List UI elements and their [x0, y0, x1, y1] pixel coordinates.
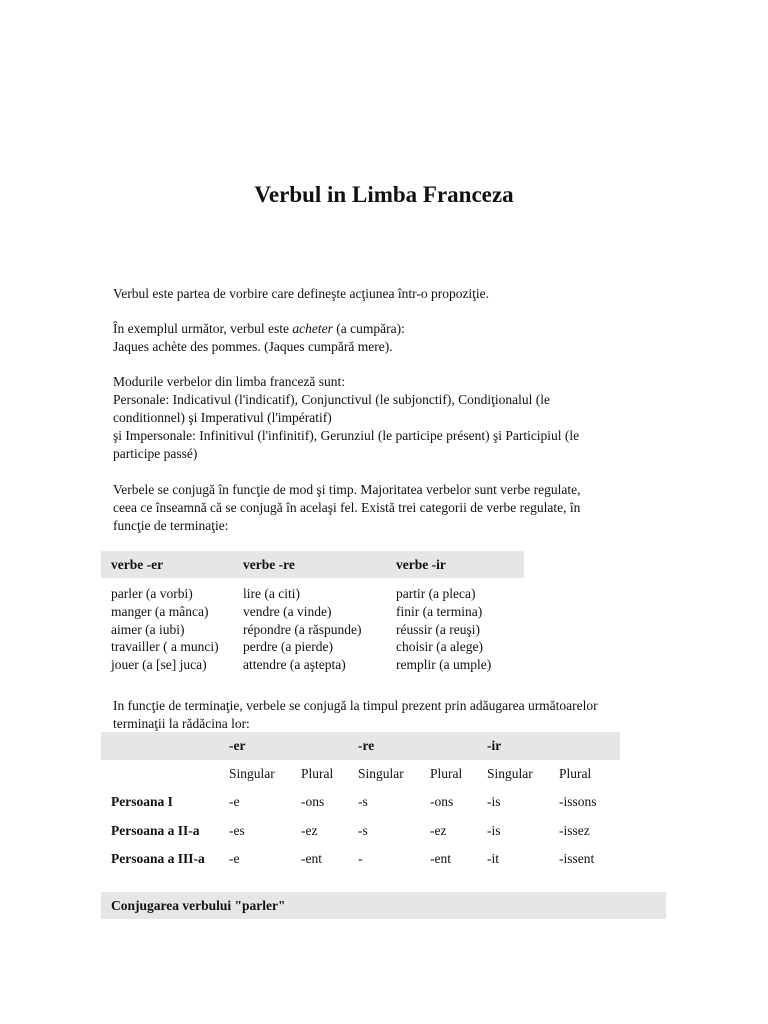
group-header-er: -er — [229, 738, 246, 753]
moods-line-1: Modurile verbelor din limba franceză sunt: — [113, 374, 346, 389]
table-row — [101, 817, 620, 846]
column-ir — [386, 585, 524, 674]
list-item: partir (a pleca) — [396, 586, 476, 601]
list-item: vendre (a vinde) — [243, 603, 332, 619]
conjugation-line-2: ceea ce înseamnă că se conjugă în acelaşi fel. Există trei categorii de verbe regulate, în — [113, 500, 581, 515]
table-cell: -issez — [559, 822, 590, 838]
header-verbe-re: verbe -re — [243, 556, 295, 572]
intro-paragraph-example — [113, 320, 653, 356]
table-cell: -e — [229, 851, 240, 867]
moods-line-4: şi Impersonale: Infinitivul (l'infinitif), Gerunziul (le participe présent) şi Participiul (le — [113, 428, 580, 443]
table-row — [101, 788, 620, 817]
list-item: travailler ( a munci) — [111, 639, 219, 655]
table-cell: - — [358, 851, 363, 867]
table-cell: -ons — [430, 794, 454, 810]
endings-group-header — [101, 732, 620, 760]
table-cell: -s — [358, 822, 368, 838]
list-item: parler (a vorbi) — [111, 586, 193, 601]
row-label: Persoana a II-a — [111, 822, 200, 838]
header-verbe-ir: verbe -ir — [396, 556, 446, 572]
conjugation-line-3: funcţie de terminaţie: — [113, 518, 229, 533]
header-verbe-er: verbe -er — [111, 556, 164, 572]
table-cell: -it — [487, 851, 499, 867]
verb-categories-header — [101, 551, 524, 578]
list-item: attendre (a aştepta) — [243, 657, 346, 673]
subheader-cell: Singular — [487, 766, 533, 781]
table-cell: -is — [487, 794, 501, 810]
verb-categories-table — [101, 551, 524, 674]
table-cell: -issons — [559, 794, 597, 810]
list-item: jouer (a [se] juca) — [111, 657, 207, 673]
example-line-1 — [113, 320, 653, 338]
group-header-re: -re — [358, 738, 375, 753]
example-verb-italic: acheter — [292, 321, 333, 336]
list-item: réussir (a reuşi) — [396, 621, 480, 637]
column-re — [233, 585, 386, 674]
subheader-cell: Plural — [430, 766, 463, 781]
row-label: Persoana I — [111, 794, 173, 810]
row-label: Persoana a III-a — [111, 851, 205, 867]
table-cell: -ons — [301, 794, 325, 810]
document-title: Verbul in Limba Franceza — [254, 182, 514, 207]
table-cell: -is — [487, 822, 501, 838]
example-line-2: Jaques achète des pommes. (Jaques cumpără mere). — [113, 339, 393, 354]
table-cell: -s — [358, 794, 368, 810]
group-header-ir: -ir — [487, 738, 502, 753]
endings-table — [101, 732, 620, 874]
subheader-cell: Singular — [358, 766, 404, 781]
table-cell: -ent — [301, 851, 322, 867]
list-item: lire (a citi) — [243, 586, 300, 601]
subheader-cell: Singular — [229, 766, 275, 781]
moods-line-2: Personale: Indicativul (l'indicatif), Conjunctivul (le subjonctif), Condiţionalul (le — [113, 392, 550, 407]
conjugation-line-1: Verbele se conjugă în funcţie de mod şi timp. Majoritatea verbelor sunt verbe regulate, — [113, 482, 581, 497]
table-cell: -issent — [559, 851, 595, 867]
list-item: perdre (a pierde) — [243, 639, 333, 655]
column-er — [101, 585, 233, 674]
endings-intro-line-2: terminaţii la rădăcina lor: — [113, 716, 250, 731]
section-banner-parler: Conjugarea verbului "parler" — [101, 892, 666, 919]
list-item: choisir (a alege) — [396, 639, 483, 655]
table-cell: -e — [229, 794, 240, 810]
endings-intro-line-1: In funcţie de terminaţie, verbele se conjugă la timpul prezent prin adăugarea următoarelor — [113, 698, 598, 713]
list-item: manger (a mânca) — [111, 603, 209, 619]
list-item: répondre (a răspunde) — [243, 621, 362, 637]
subheader-cell: Plural — [559, 766, 592, 781]
moods-line-3: conditionnel) şi Imperativul (l'impératif) — [113, 410, 332, 425]
intro-paragraph-definition: Verbul este partea de vorbire care defineşte acţiunea într-o propoziţie. — [113, 286, 490, 301]
example-text-after: (a cumpăra): — [332, 321, 405, 336]
table-cell: -es — [229, 822, 245, 838]
intro-paragraph-moods — [113, 373, 653, 463]
list-item: remplir (a umple) — [396, 657, 492, 673]
list-item: finir (a termina) — [396, 603, 483, 619]
endings-subheader-row — [101, 760, 620, 788]
example-text-before: În exemplul următor, verbul este — [113, 321, 293, 336]
intro-paragraph-conjugation — [113, 481, 653, 535]
endings-intro-paragraph — [113, 697, 673, 733]
table-cell: -ez — [301, 822, 318, 838]
table-cell: -ez — [430, 822, 447, 838]
list-item: aimer (a iubi) — [111, 621, 185, 637]
subheader-cell: Plural — [301, 766, 334, 781]
verb-categories-body — [101, 585, 524, 674]
table-row — [101, 845, 620, 874]
table-cell: -ent — [430, 851, 451, 867]
moods-line-5: participe passé) — [113, 446, 198, 461]
